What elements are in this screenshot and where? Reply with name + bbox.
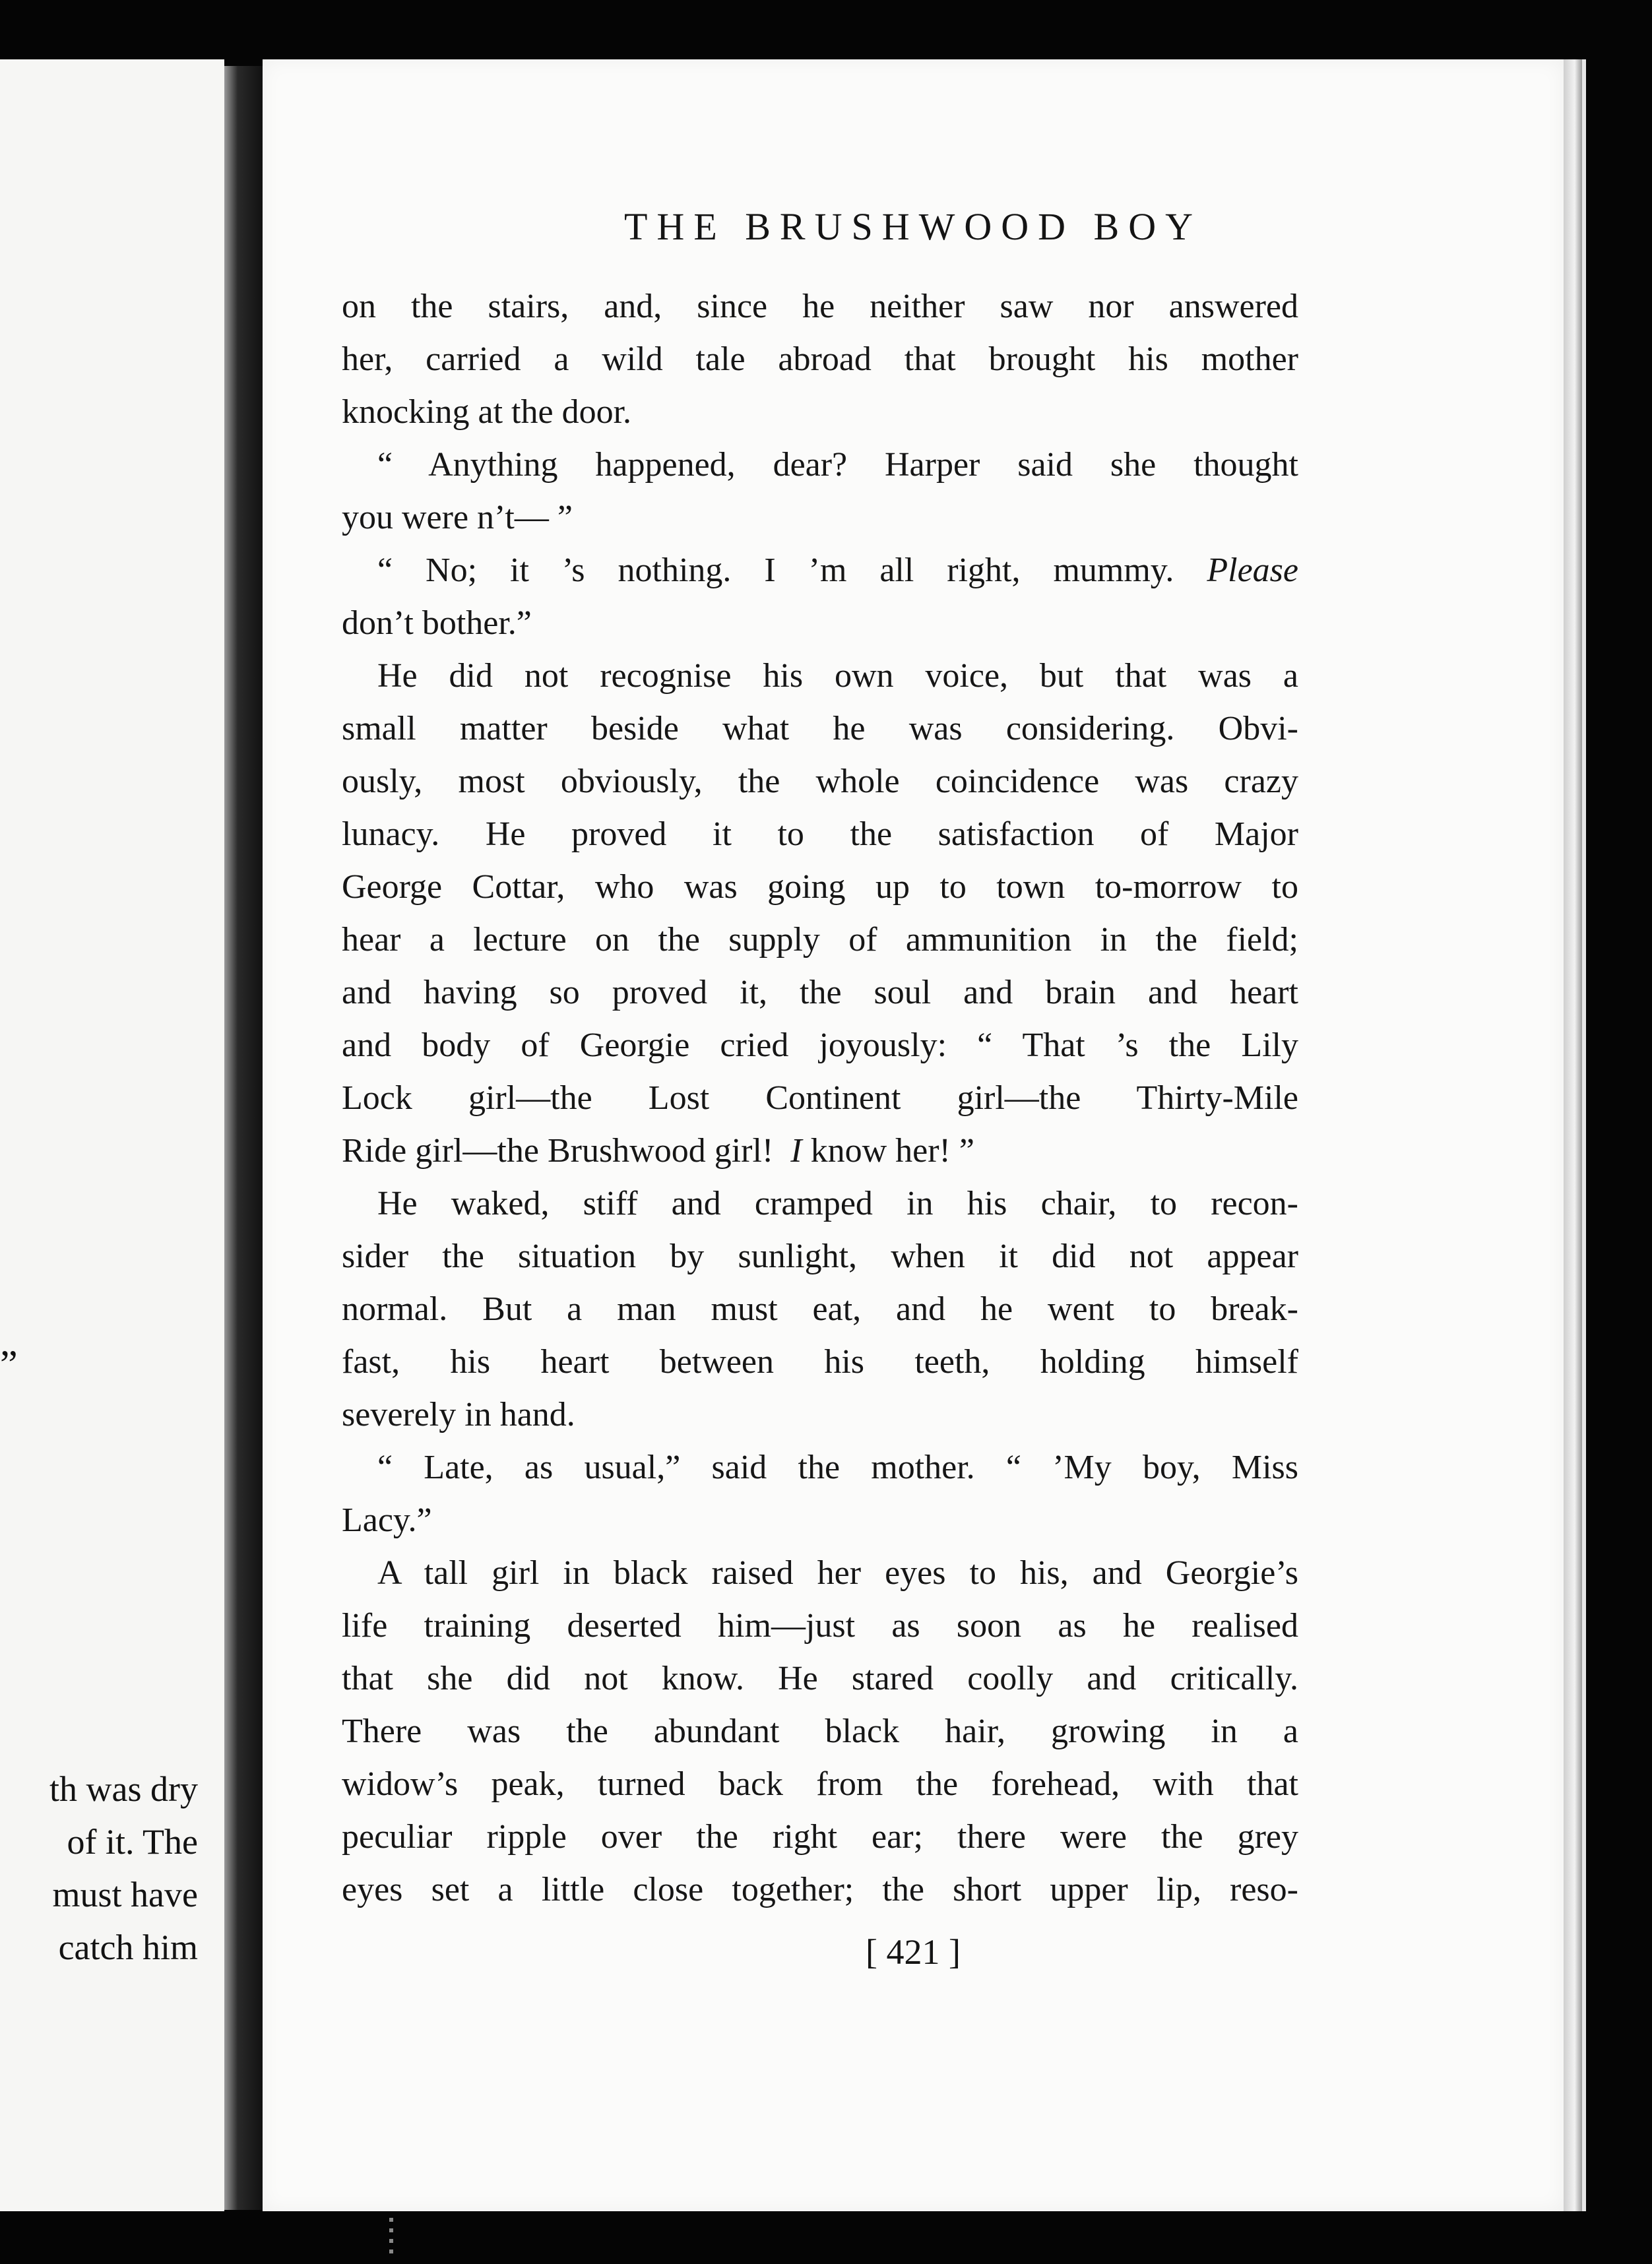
left-facing-page: [0, 59, 224, 2211]
running-head: THE BRUSHWOOD BOY: [624, 205, 1202, 248]
italic-word: I: [790, 1132, 802, 1170]
text-line: widow’s peak, turned back from the forehead, with that: [342, 1765, 1298, 1803]
left-page-line: catch him: [58, 1928, 198, 1967]
text-line: lunacy. He proved it to the satisfaction of Major: [342, 815, 1298, 853]
text-line: There was the abundant black hair, growing in a: [342, 1713, 1298, 1750]
text-line: normal. But a man must eat, and he went to break-: [342, 1290, 1298, 1328]
text-line: you were n’t— ”: [342, 499, 573, 536]
text-line: knocking at the door.: [342, 393, 632, 431]
text-line: ously, most obviously, the whole coincidence was crazy: [342, 763, 1298, 800]
book-gutter-shadow: [224, 66, 263, 2210]
text-span: know her! ”: [810, 1132, 974, 1170]
text-line: on the stairs, and, since he neither saw nor answered: [342, 288, 1298, 325]
text-line-with-italic: [342, 544, 1298, 597]
left-page-text-fragment: [0, 1763, 198, 1974]
scan-artifact: [389, 2218, 393, 2257]
text-line: peculiar ripple over the right ear; there were the grey: [342, 1818, 1298, 1856]
text-span: Ride girl—the Brushwood girl!: [342, 1132, 774, 1170]
text-line: sider the situation by sunlight, when it did not appear: [342, 1238, 1298, 1275]
text-line: fast, his heart between his teeth, holding himself: [342, 1343, 1298, 1381]
text-line: “ Late, as usual,” said the mother. “ ’My boy, Miss: [377, 1449, 1298, 1486]
text-span: “ No; it ’s nothing. I ’m all right, mummy.: [377, 551, 1174, 589]
text-line: George Cottar, who was going up to town to-morrow to: [342, 868, 1298, 906]
text-line: don’t bother.”: [342, 604, 532, 642]
text-line: Lock girl—the Lost Continent girl—the Thirty-Mile: [342, 1079, 1298, 1117]
left-page-line: of it. The: [67, 1822, 198, 1862]
text-line: that she did not know. He stared coolly and critically.: [342, 1660, 1298, 1697]
text-line: life training deserted him—just as soon as he realised: [342, 1607, 1298, 1645]
body-text: [342, 280, 1298, 1916]
text-line: her, carried a wild tale abroad that brought his mother: [342, 340, 1298, 378]
text-line: He waked, stiff and cramped in his chair, to recon-: [377, 1185, 1298, 1222]
text-line: Lacy.”: [342, 1501, 432, 1539]
page-edge-strip: [1582, 59, 1586, 2211]
left-page-quote-mark: ”: [0, 1342, 18, 1386]
italic-word: Please: [1207, 551, 1298, 589]
left-page-line: must have: [52, 1875, 198, 1914]
page-number: [ 421 ]: [866, 1932, 961, 1972]
text-line: small matter beside what he was considering. Obvi-: [342, 710, 1298, 747]
text-line: and having so proved it, the soul and brain and heart: [342, 974, 1298, 1011]
text-line: “ Anything happened, dear? Harper said she thought: [377, 446, 1298, 484]
text-line: severely in hand.: [342, 1396, 575, 1433]
text-line: eyes set a little close together; the short upper lip, reso-: [342, 1871, 1298, 1908]
text-line: and body of Georgie cried joyously: “ That ’s the Lily: [342, 1026, 1298, 1064]
text-line: hear a lecture on the supply of ammunition in the field;: [342, 921, 1298, 959]
page-edge: [1564, 59, 1582, 2211]
text-line: A tall girl in black raised her eyes to his, and Georgie’s: [377, 1554, 1298, 1592]
text-line: He did not recognise his own voice, but that was a: [377, 657, 1298, 695]
left-page-line: th was dry: [49, 1769, 198, 1809]
text-line-with-italic: [342, 1125, 1298, 1178]
